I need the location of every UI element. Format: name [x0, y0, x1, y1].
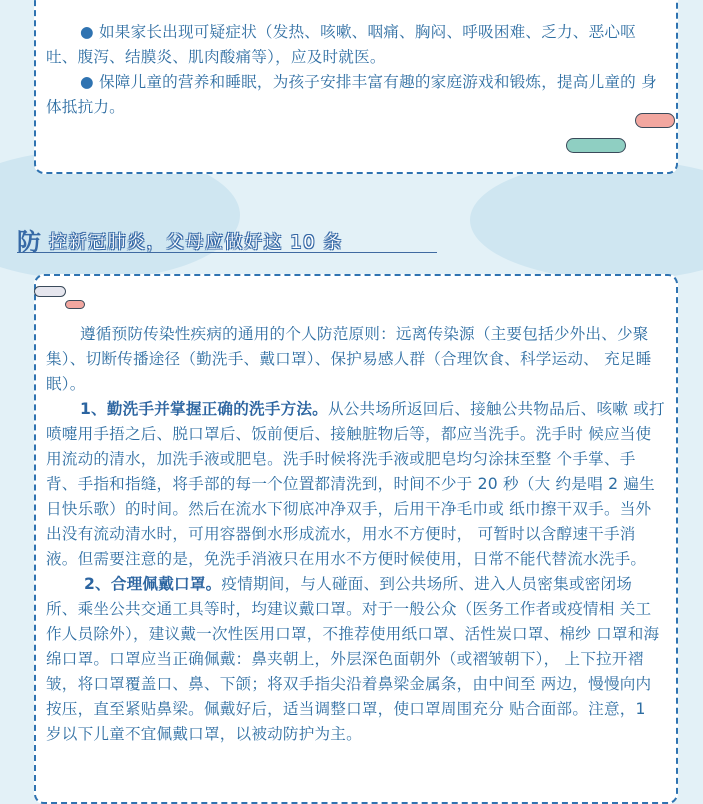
intro-paragraph: 遵循预防传染性疾病的通用的个人防范原则：远离传染源（主要包括少外出、少聚集）、切断传播途径（勤洗手、戴口罩）、保护易感人群（合理饮食、科学运动、 充足睡眠）。 — [46, 325, 652, 393]
decorative-pill — [34, 286, 66, 297]
bullet-icon: ● — [80, 23, 94, 41]
item-1-text: 从公共场所返回后、接触公共物品后、咳嗽 或打喷嚏用手捂之后、脱口罩后、饭前便后、接触脏物后等，都应当洗手。洗手时 候应当使用流动的清水，加洗手液或肥皂。洗手时候将洗手液或肥皂均匀涂抹至整 个手掌、手背、手指和指缝，将手部的每一个位置都清洗到，时间不少于 20 秒（大 约是唱 2 遍生日快乐歌）的时间。然后在流水下彻底冲净双手，后用干净毛巾或 纸巾擦干双手。当外出没有流动清水时，可用容器倒水形成流水，用水不方便时， 可暂时以含醇速干手消液。但需要注意的是，免洗手消液只在用水不方便时候使用，日常不能代替流水洗手。 — [46, 400, 665, 568]
tips-card-main — [34, 274, 678, 804]
card-content — [46, 322, 666, 747]
decorative-pill — [566, 138, 626, 153]
tip-paragraph: ● 保障儿童的营养和睡眠，为孩子安排丰富有趣的家庭游戏和锻炼，提高儿童的 身体抵抗力。 — [46, 73, 657, 116]
bullet-icon: ● — [80, 73, 94, 91]
item-2-text: 疫情期间，与人碰面、到公共场所、进入人员密集或密闭场 所、乘坐公共交通工具等时，均建议戴口罩。对于一般公众（医务工作者或疫情相 关工作人员除外），建议戴一次性医用口罩，不推荐使用纸口罩、活性炭口罩、棉纱 口罩和海绵口罩。口罩应当正确佩戴：鼻夹朝上，外层深色面朝外（或褶皱朝下）， 上下拉开褶皱，将口罩覆盖口、鼻、下颌；将双手指尖沿着鼻梁金属条，由中间至 两边，慢慢向内按压，直至紧贴鼻梁。佩戴好后，适当调整口罩，使口罩周围充分 贴合面部。注意，1 岁以下儿童不宜佩戴口罩，以被动防护为主。 — [46, 575, 660, 743]
heading-text: 控新冠肺炎，父母应做好这 10 条 — [49, 232, 343, 253]
item-2-paragraph — [46, 572, 666, 747]
section-heading — [17, 226, 437, 256]
background-blob — [470, 160, 703, 280]
decorative-pill — [635, 113, 675, 128]
item-1-paragraph — [46, 397, 666, 572]
decorative-pill — [65, 300, 85, 309]
item-2-title: 2、合理佩戴口罩。 — [84, 575, 222, 593]
item-1-title: 1、勤洗手并掌握正确的洗手方法。 — [80, 400, 328, 418]
tip-paragraph: ● 如果家长出现可疑症状（发热、咳嗽、咽痛、胸闷、呼吸困难、乏力、恶心呕 吐、腹泻、结膜炎、肌肉酸痛等），应及时就医。 — [46, 23, 636, 66]
heading-first-char: 防 — [17, 228, 41, 256]
